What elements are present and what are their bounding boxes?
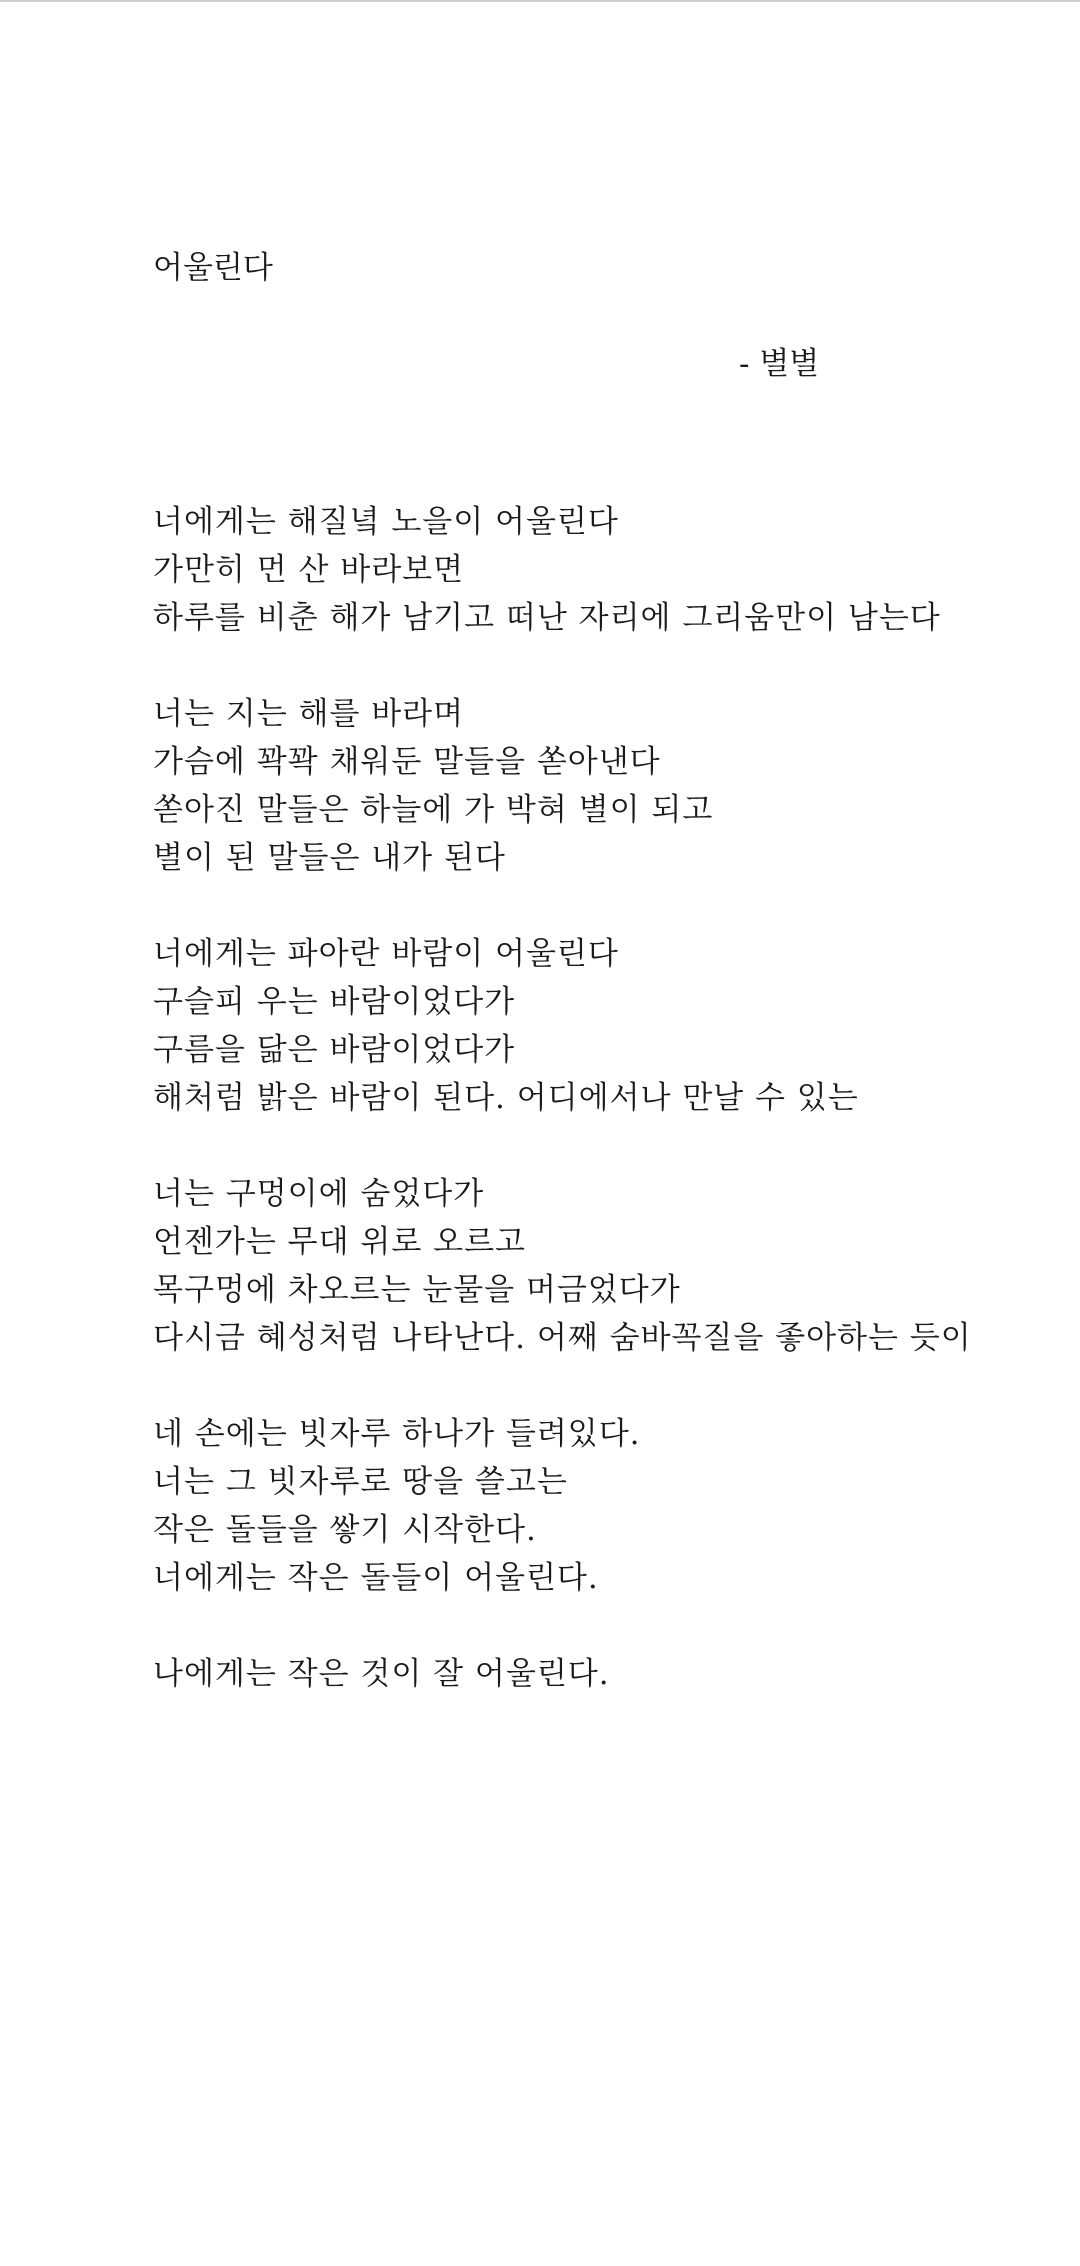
poem-line: 별이 된 말들은 내가 된다 [153, 840, 506, 876]
poem-author: - 별별 [739, 346, 820, 382]
poem-line: 너에게는 해질녘 노을이 어울린다 [153, 504, 619, 540]
poem-line: 작은 돌들을 쌓기 시작한다. [153, 1512, 537, 1548]
poem-line: 다시금 혜성처럼 나타난다. 어째 숨바꼭질을 좋아하는 듯이 [153, 1320, 972, 1356]
stanza-4 [153, 1170, 1013, 1362]
poem-line: 해처럼 밝은 바람이 된다. 어디에서나 만날 수 있는 [153, 1080, 859, 1116]
poem-line: 가슴에 꽉꽉 채워둔 말들을 쏟아낸다 [153, 744, 661, 780]
poem-line: 너는 지는 해를 바라며 [153, 696, 465, 732]
stanza-2 [153, 690, 1013, 882]
poem-line: 너는 그 빗자루로 땅을 쓸고는 [153, 1464, 568, 1500]
poem-title: 어울린다 [153, 250, 273, 286]
poem-page [153, 248, 1013, 1746]
poem-line: 나에게는 작은 것이 잘 어울린다. [153, 1656, 610, 1692]
poem-body [153, 498, 1013, 1698]
poem-line: 네 손에는 빗자루 하나가 들려있다. [153, 1416, 641, 1452]
poem-line: 너에게는 파아란 바람이 어울린다 [153, 936, 619, 972]
poem-line: 하루를 비춘 해가 남기고 떠난 자리에 그리움만이 남는다 [153, 600, 941, 636]
poem-line: 너에게는 작은 돌들이 어울린다. [153, 1560, 599, 1596]
poem-line: 쏟아진 말들은 하늘에 가 박혀 별이 되고 [153, 792, 714, 828]
poem-line: 너는 구멍이에 숨었다가 [153, 1176, 485, 1212]
stanza-3 [153, 930, 1013, 1122]
stanza-6 [153, 1650, 1013, 1698]
poem-line: 구슬피 우는 바람이었다가 [153, 984, 516, 1020]
stanza-1 [153, 498, 1013, 642]
stanza-5 [153, 1410, 1013, 1602]
poem-line: 목구멍에 차오르는 눈물을 머금었다가 [153, 1272, 681, 1308]
poem-line: 언젠가는 무대 위로 오르고 [153, 1224, 526, 1260]
poem-line: 구름을 닮은 바람이었다가 [153, 1032, 516, 1068]
top-divider [0, 0, 1080, 2]
poem-line: 가만히 먼 산 바라보면 [153, 552, 465, 588]
